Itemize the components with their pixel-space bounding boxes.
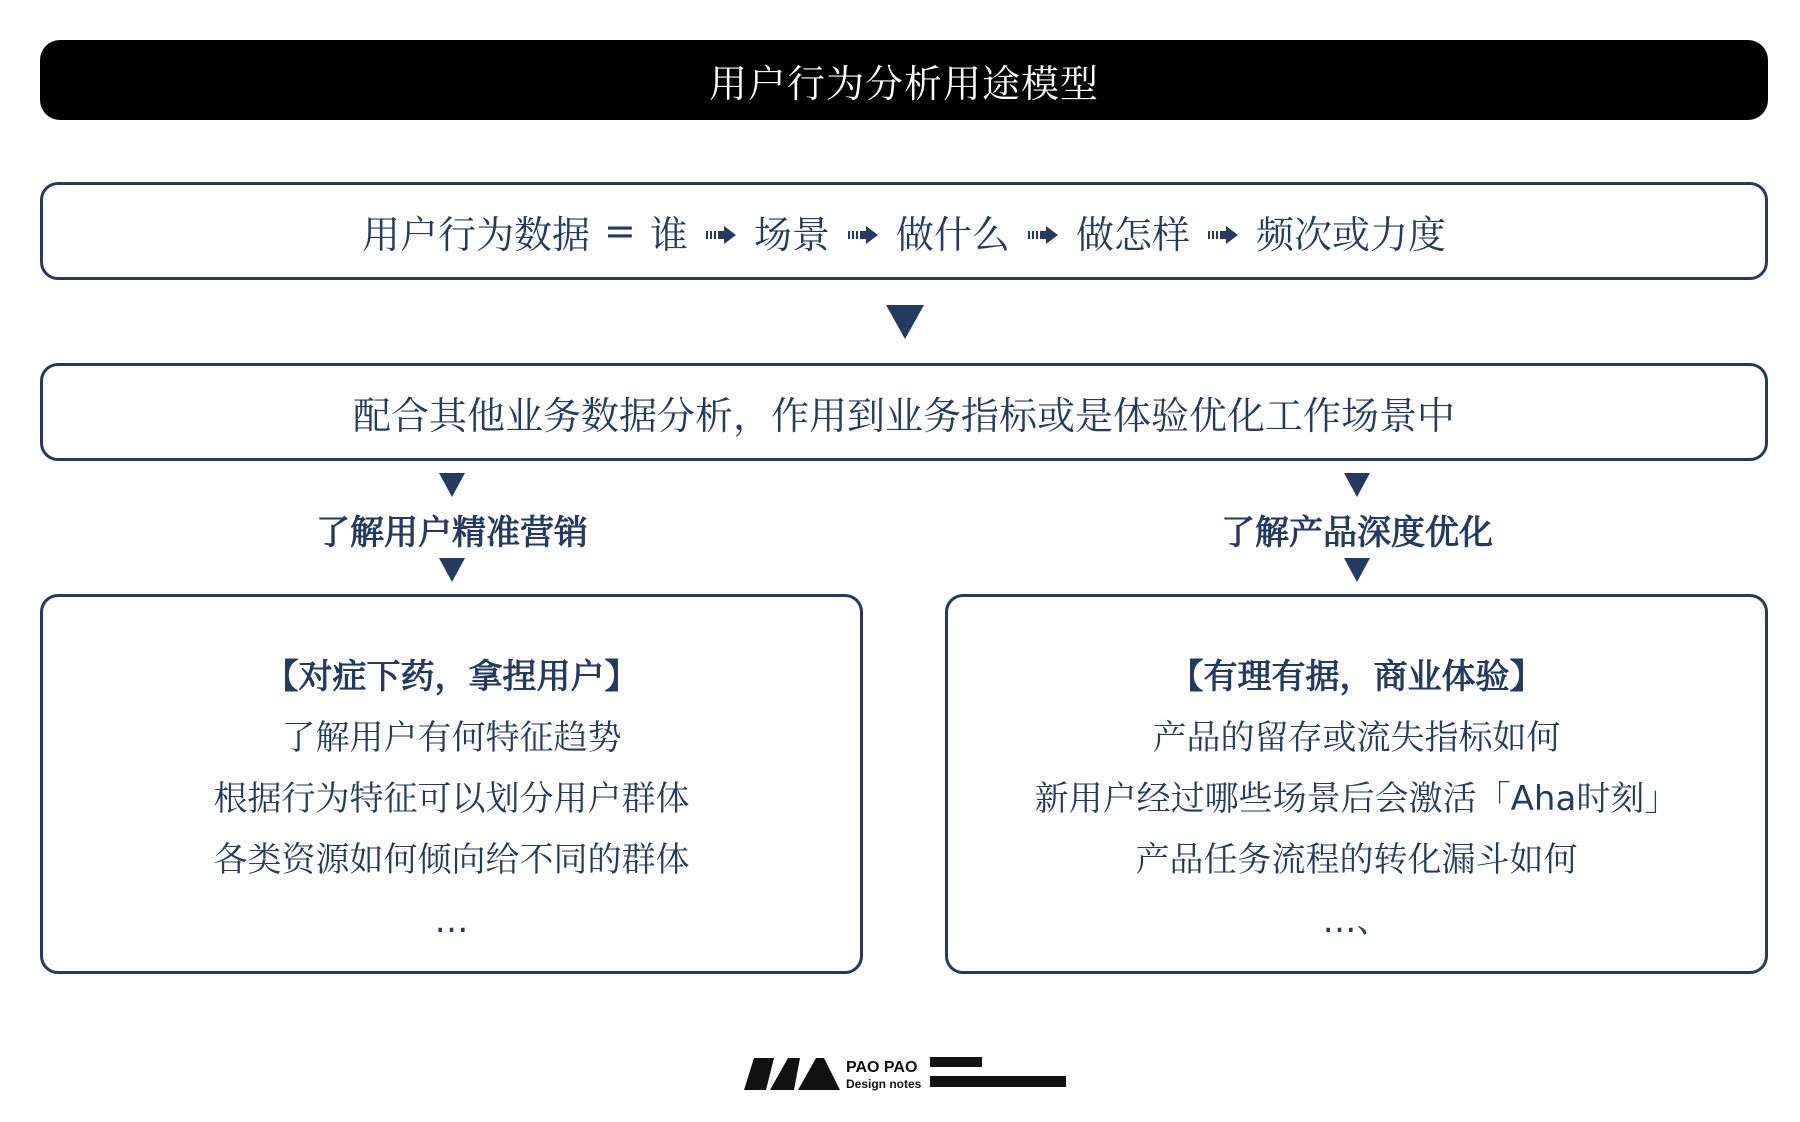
formula-step-scene: 场景: [753, 212, 830, 257]
list-item: …: [434, 901, 469, 941]
list-item: 各类资源如何倾向给不同的群体: [213, 840, 690, 880]
logo-line2: Design notes: [846, 1077, 922, 1091]
logo-line1: PAO PAO: [846, 1059, 918, 1076]
formula-step-who: 谁: [649, 212, 688, 257]
down-triangle-icon: [439, 558, 465, 582]
page-title: 用户行为分析用途模型: [708, 61, 1099, 106]
list-item: 产品任务流程的转化漏斗如何: [1135, 840, 1578, 880]
down-triangle-icon: [1344, 473, 1370, 497]
pao-pao-logo: [744, 1054, 1068, 1092]
list-item: 了解用户有何特征趋势: [281, 718, 622, 758]
list-item: 产品的留存或流失指标如何: [1152, 718, 1561, 758]
product-detail-box: [945, 594, 1768, 974]
dotted-right-arrow-icon: [706, 209, 736, 253]
branch-label-product: 了解产品深度优化: [1221, 513, 1493, 553]
down-triangle-icon: [886, 305, 924, 339]
formula-lead: 用户行为数据: [362, 212, 591, 257]
formula-step-frequency: 频次或力度: [1255, 212, 1446, 257]
dotted-right-arrow-icon: [1208, 209, 1238, 253]
formula-equals: =: [604, 209, 636, 253]
marketing-detail-heading: 【对症下药，拿捏用户】: [264, 657, 639, 697]
combine-analysis-box: [40, 363, 1768, 461]
dotted-right-arrow-icon: [1028, 209, 1058, 253]
down-triangle-icon: [1344, 558, 1370, 582]
list-item: 新用户经过哪些场景后会激活「Aha时刻」: [1034, 779, 1679, 819]
formula-step-action: 做什么: [895, 212, 1010, 257]
list-item: …、: [1322, 901, 1391, 941]
title-bar: [40, 40, 1768, 120]
down-triangle-icon: [439, 473, 465, 497]
branch-label-marketing: 了解用户精准营销: [316, 513, 588, 553]
marketing-detail-box: [40, 594, 863, 974]
list-item: 根据行为特征可以划分用户群体: [213, 779, 690, 819]
logo-mark-icon: [744, 1054, 1068, 1092]
product-detail-heading: 【有理有据，商业体验】: [1169, 657, 1544, 697]
combine-text: 配合其他业务数据分析，作用到业务指标或是体验优化工作场景中: [352, 393, 1455, 438]
behavior-data-formula-box: [40, 182, 1768, 280]
formula-step-how: 做怎样: [1075, 212, 1190, 257]
dotted-right-arrow-icon: [848, 209, 878, 253]
